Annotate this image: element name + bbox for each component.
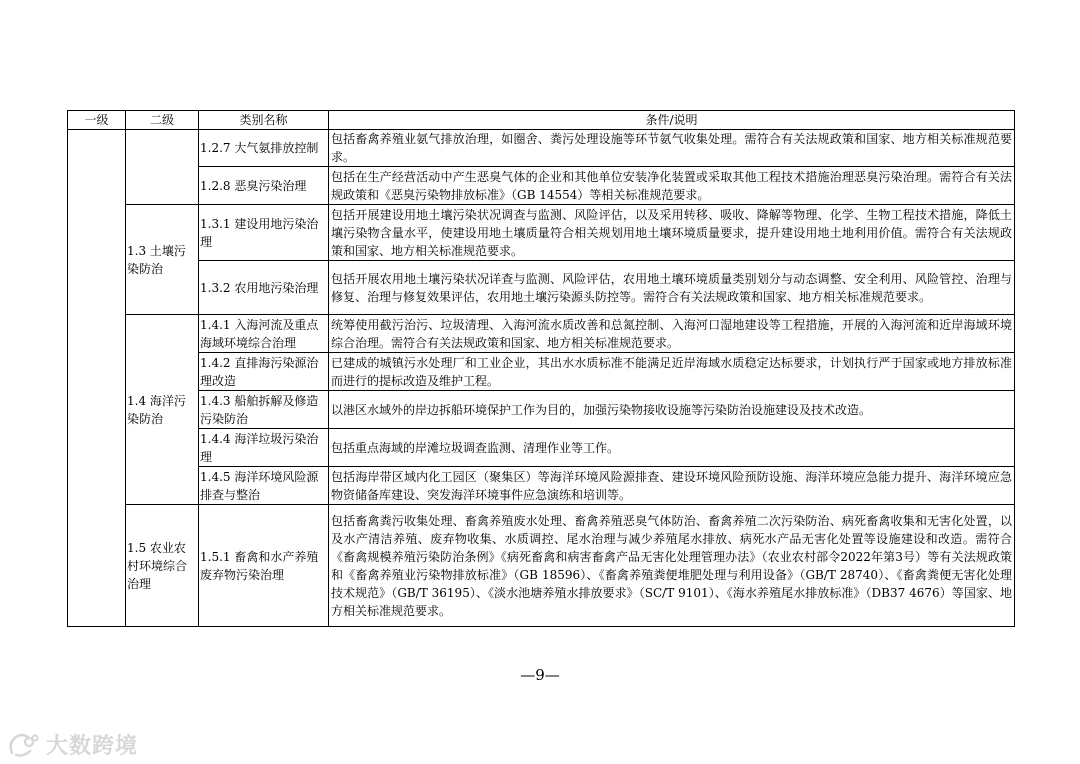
table-row <box>68 130 1015 167</box>
category-name: 1.5.1 畜禽和水产养殖废弃物污染治理 <box>199 505 329 627</box>
table-row <box>68 391 1015 429</box>
category-name: 1.3.2 农用地污染治理 <box>199 261 329 315</box>
level-2-soil: 1.3 土壤污染防治 <box>126 205 199 315</box>
category-name: 1.2.8 恶臭污染治理 <box>199 167 329 205</box>
category-name: 1.4.5 海洋环境风险源排查与整治 <box>199 467 329 505</box>
table-row <box>68 467 1015 505</box>
category-desc: 包括在生产经营活动中产生恶臭气体的企业和其他单位安装净化装置或采取其他工程技术措施治理恶臭污染治理。需符合有关法规政策和《恶臭污染物排放标准》（GB 14554）等相关标准规范要求。 <box>329 167 1015 205</box>
category-desc: 包括开展农用地土壤污染状况详查与监测、风险评估，农用地土壤环境质量类别划分与动态调整、安全利用、风险管控、治理与修复、治理与修复效果评估，农用地土壤污染源头防控等。需符合有关法规政策和国家、地方相关标准规范要求。 <box>329 261 1015 315</box>
page-number: —9— <box>520 666 560 684</box>
watermark-text: 大数跨境 <box>46 733 139 759</box>
table-row <box>68 429 1015 467</box>
level-2-marine: 1.4 海洋污染防治 <box>126 315 199 505</box>
header-category-name: 类别名称 <box>199 111 329 130</box>
category-name: 1.4.3 船舶拆解及修造污染防治 <box>199 391 329 429</box>
table-row <box>68 167 1015 205</box>
category-desc: 以港区水域外的岸边拆船环境保护工作为目的，加强污染物接收设施等污染防治设施建设及技术改造。 <box>329 391 1015 429</box>
category-desc: 包括海岸带区域内化工园区（聚集区）等海洋环境风险源排查、建设环境风险预防设施、海洋环境应急能力提升、海洋环境应急物资储备库建设、突发海洋环境事件应急演练和培训等。 <box>329 467 1015 505</box>
category-name: 1.4.1 入海河流及重点海域环境综合治理 <box>199 315 329 353</box>
category-desc: 包括重点海域的岸滩垃圾调查监测、清理作业等工作。 <box>329 429 1015 467</box>
table-header-row <box>68 111 1015 130</box>
category-desc: 统筹使用截污治污、垃圾清理、入海河流水质改善和总氮控制、入海河口湿地建设等工程措施，开展的入海河流和近岸海域环境综合治理。需符合有关法规政策和国家、地方相关标准规范要求。 <box>329 315 1015 353</box>
table-row <box>68 205 1015 261</box>
table-row <box>68 261 1015 315</box>
category-name: 1.4.4 海洋垃圾污染治理 <box>199 429 329 467</box>
category-desc: 包括开展建设用地土壤污染状况调查与监测、风险评估，以及采用转移、吸收、降解等物理、化学、生物工程技术措施，降低土壤污染物含量水平，使建设用地土壤质量符合相关规划用地土壤环境质量要求，提升建设用地土地利用价值。需符合有关法规政策和国家、地方相关标准规范要求。 <box>329 205 1015 261</box>
level-1-cell <box>68 130 126 627</box>
header-level-2: 二级 <box>126 111 199 130</box>
table-row <box>68 353 1015 391</box>
header-level-1: 一级 <box>68 111 126 130</box>
level-2-agri: 1.5 农业农村环境综合治理 <box>126 505 199 627</box>
level-2-cell-continued <box>126 130 199 205</box>
watermark <box>6 726 138 762</box>
category-desc: 包括畜禽粪污收集处理、畜禽养殖废水处理、畜禽养殖恶臭气体防治、畜禽养殖二次污染防治、病死畜禽收集和无害化处置，以及水产清洁养殖、废弃物收集、水质调控、尾水治理与减少养殖尾水排放、病死水产品无害化处置等设施建设和改造。需符合《畜禽规模养殖污染防治条例》《病死畜禽和病害畜禽产品无害化处理管理办法》（农业农村部令2022年第3号）等有关法规政策和《畜禽养殖业污染物排放标准》（GB 18596）、《畜禽养殖粪便堆肥处理与利用设备》（GB/T 28740）、《畜禽粪便无害化处理技术规范》（GB/T 36195）、《淡水池塘养殖水排放要求》（SC/T 9101）、《海水养殖尾水排放标准》（DB37 4676）等国家、地方相关标准规范要求。 <box>329 505 1015 627</box>
table-row <box>68 315 1015 353</box>
watermark-logo-icon <box>6 729 40 759</box>
category-desc: 已建成的城镇污水处理厂和工业企业，其出水水质标准不能满足近岸海域水质稳定达标要求，计划执行严于国家或地方排放标准而进行的提标改造及维护工程。 <box>329 353 1015 391</box>
category-name: 1.2.7 大气氨排放控制 <box>199 130 329 167</box>
category-name: 1.3.1 建设用地污染治理 <box>199 205 329 261</box>
category-table <box>67 110 1015 627</box>
category-desc: 包括畜禽养殖业氨气排放治理，如圈舍、粪污处理设施等环节氨气收集处理。需符合有关法规政策和国家、地方相关标准规范要求。 <box>329 130 1015 167</box>
category-name: 1.4.2 直排海污染源治理改造 <box>199 353 329 391</box>
header-conditions: 条件/说明 <box>329 111 1015 130</box>
table-row <box>68 505 1015 627</box>
